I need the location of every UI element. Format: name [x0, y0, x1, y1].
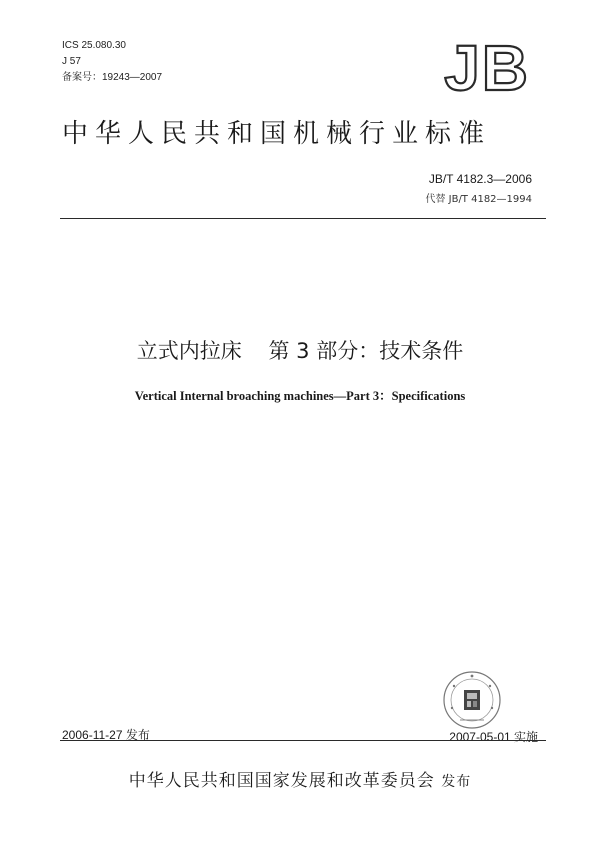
replaces-standard: 代替 JB/T 4182—1994 — [425, 194, 532, 205]
bottom-divider — [60, 740, 546, 741]
implementation-date: 2007-05-01 实施 — [449, 730, 538, 744]
ccs-code: J 57 — [62, 56, 81, 67]
standard-title: 中华人民共和国机械行业标准 — [62, 119, 492, 149]
publisher-seal-icon — [440, 668, 504, 732]
issuing-authority — [0, 766, 600, 791]
document-title-cn: 立式内拉床 第 3 部分：技术条件 — [136, 339, 464, 363]
issuer-name: 中华人民共和国国家发展和改革委员会 — [128, 771, 435, 791]
standard-number: JB/T 4182.3—2006 — [428, 172, 532, 186]
issuer-suffix: 发布 — [441, 774, 472, 790]
document-title-en: Vertical Internal broaching machines—Part 3：Specifications — [134, 389, 466, 403]
ics-code: ICS 25.080.30 — [62, 40, 126, 51]
issue-date: 2006-11-27 发布 — [62, 728, 150, 742]
filing-number: 备案号：19243—2007 — [62, 72, 163, 83]
jb-logo: JB — [444, 32, 530, 104]
top-divider — [60, 218, 546, 219]
